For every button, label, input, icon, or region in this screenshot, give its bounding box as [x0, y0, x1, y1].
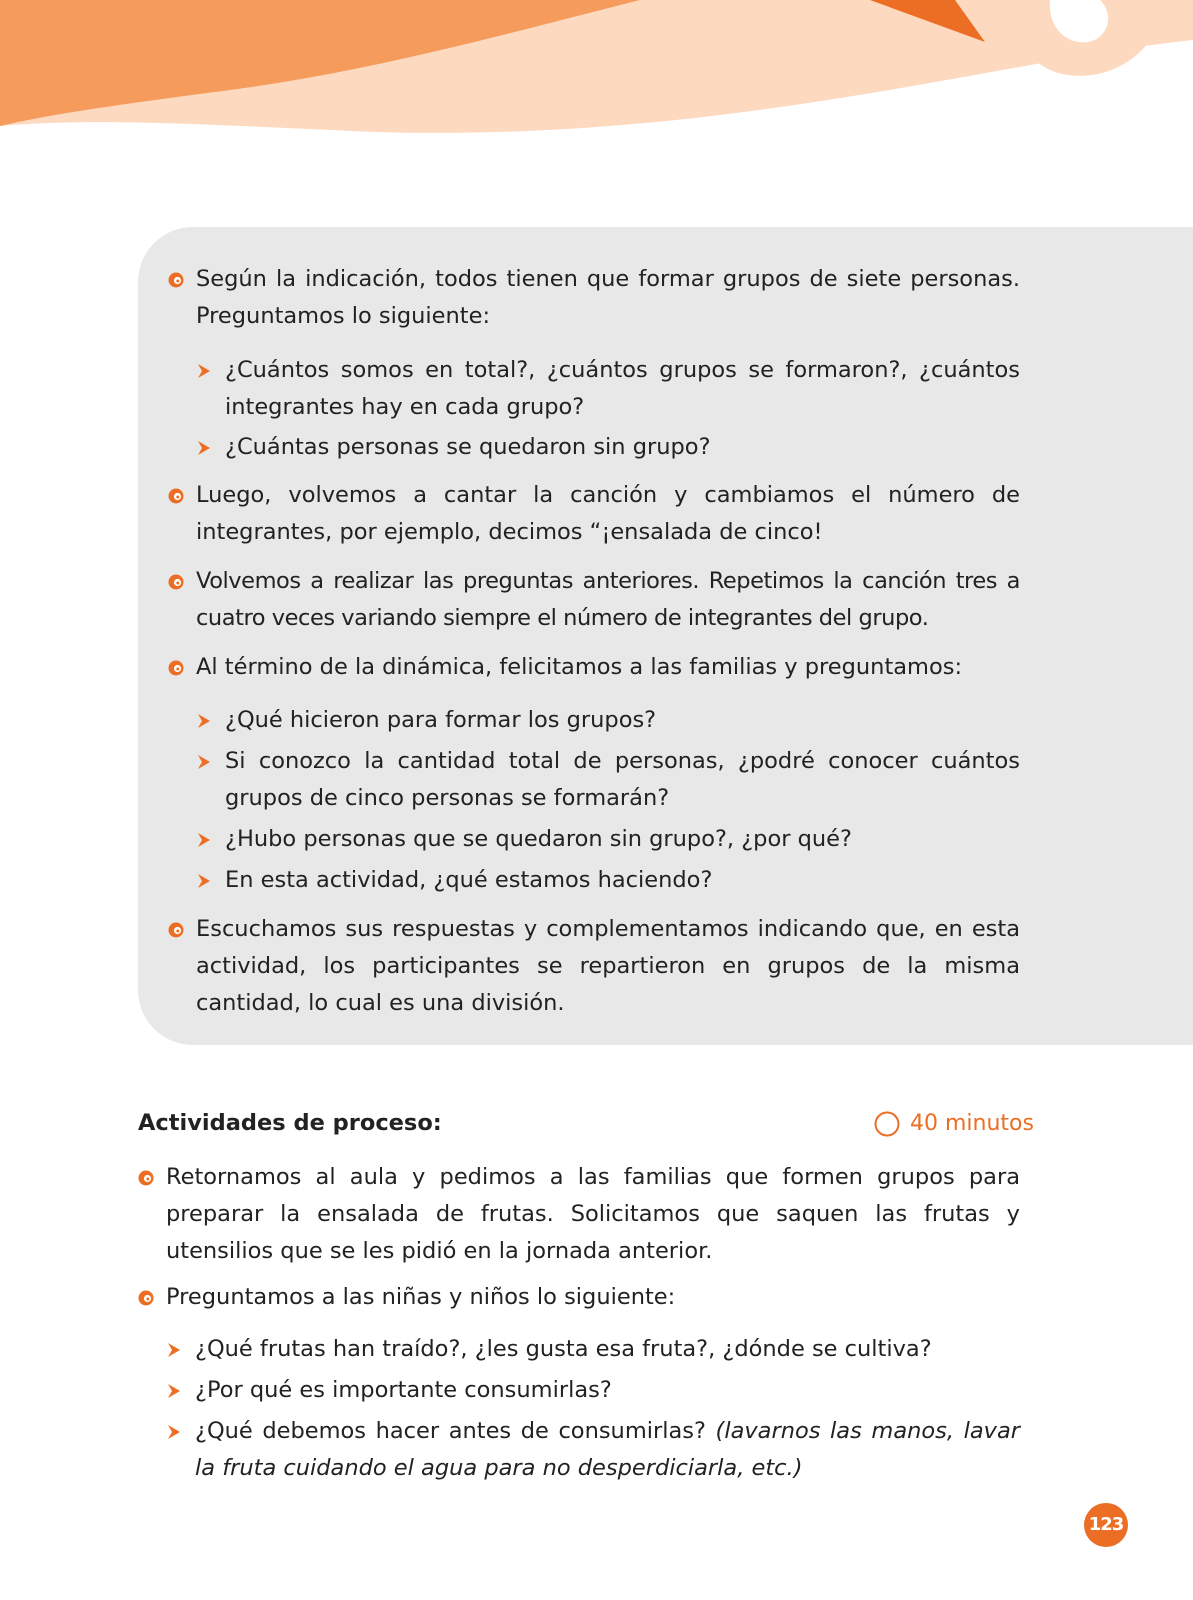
orange-swirl-bullet-icon	[168, 272, 184, 288]
panel-item-2: Luego, volvemos a cantar la canción y cambiamos el número de integrantes, por ejemplo, decimos “¡ensalada de cinco!	[196, 482, 1020, 545]
clock-icon	[874, 1111, 900, 1137]
arrow-bullet-icon	[168, 1384, 180, 1398]
process-item-2: Preguntamos a las niñas y niños lo siguiente:	[166, 1284, 676, 1310]
orange-swirl-bullet-icon	[138, 1170, 154, 1186]
panel-sub-b-4: En esta actividad, ¿qué estamos haciendo?	[225, 867, 713, 893]
arrow-bullet-icon	[198, 714, 210, 728]
process-sub-2: ¿Por qué es importante consumirlas?	[195, 1377, 612, 1403]
arrow-bullet-icon	[198, 441, 210, 455]
process-sub-3-text: ¿Qué debemos hacer antes de consumirlas?	[195, 1418, 706, 1444]
process-sub-3-note: (lavarnos las manos, lavar la fruta cuidando el agua para no desperdiciarla, etc.)	[195, 1418, 1021, 1481]
panel-item-1: Según la indicación, todos tienen que formar grupos de siete personas. Preguntamos lo siguiente:	[196, 266, 1020, 329]
orange-swirl-bullet-icon	[168, 922, 184, 938]
process-sub-3	[195, 1413, 1020, 1487]
arrow-bullet-icon	[198, 755, 210, 769]
page-number: 123	[1084, 1503, 1128, 1547]
orange-swirl-bullet-icon	[168, 574, 184, 590]
section-heading: Actividades de proceso:	[138, 1110, 442, 1136]
arrow-bullet-icon	[198, 364, 210, 378]
orange-swirl-bullet-icon	[168, 660, 184, 676]
arrow-bullet-icon	[198, 833, 210, 847]
panel-sub-b-3: ¿Hubo personas que se quedaron sin grupo?, ¿por qué?	[225, 826, 852, 852]
panel-item-4: Al término de la dinámica, felicitamos a las familias y preguntamos:	[196, 654, 963, 680]
panel-item-5: Escuchamos sus respuestas y complementamos indicando que, en esta actividad, los participantes se repartieron en grupos de la misma cantidad, lo cual es una división.	[196, 916, 1020, 1016]
orange-swirl-bullet-icon	[168, 488, 184, 504]
panel-sub-a-1: ¿Cuántos somos en total?, ¿cuántos grupos se formaron?, ¿cuántos integrantes hay en cada grupo?	[225, 357, 1020, 420]
arrow-bullet-icon	[168, 1343, 180, 1357]
duration-text: 40 minutos	[910, 1111, 1034, 1136]
panel-sub-b-2: Si conozco la cantidad total de personas, ¿podré conocer cuántos grupos de cinco personas se formarán?	[225, 748, 1020, 811]
process-sub-1: ¿Qué frutas han traído?, ¿les gusta esa fruta?, ¿dónde se cultiva?	[195, 1336, 932, 1362]
arrow-bullet-icon	[198, 874, 210, 888]
header-decoration	[0, 0, 1193, 140]
panel-sub-a-2: ¿Cuántas personas se quedaron sin grupo?	[225, 434, 711, 460]
panel-sub-b-1: ¿Qué hicieron para formar los grupos?	[225, 707, 657, 733]
arrow-bullet-icon	[168, 1425, 180, 1439]
orange-swirl-bullet-icon	[138, 1290, 154, 1306]
panel-item-3: Volvemos a realizar las preguntas anteriores. Repetimos la canción tres a cuatro veces variando siempre el número de integrantes del grupo.	[196, 568, 1020, 631]
duration-label	[874, 1105, 1034, 1142]
process-item-1: Retornamos al aula y pedimos a las familias que formen grupos para preparar la ensalada de frutas. Solicitamos que saquen las frutas y utensilios que se les pidió en la jornada anterior.	[166, 1164, 1020, 1264]
